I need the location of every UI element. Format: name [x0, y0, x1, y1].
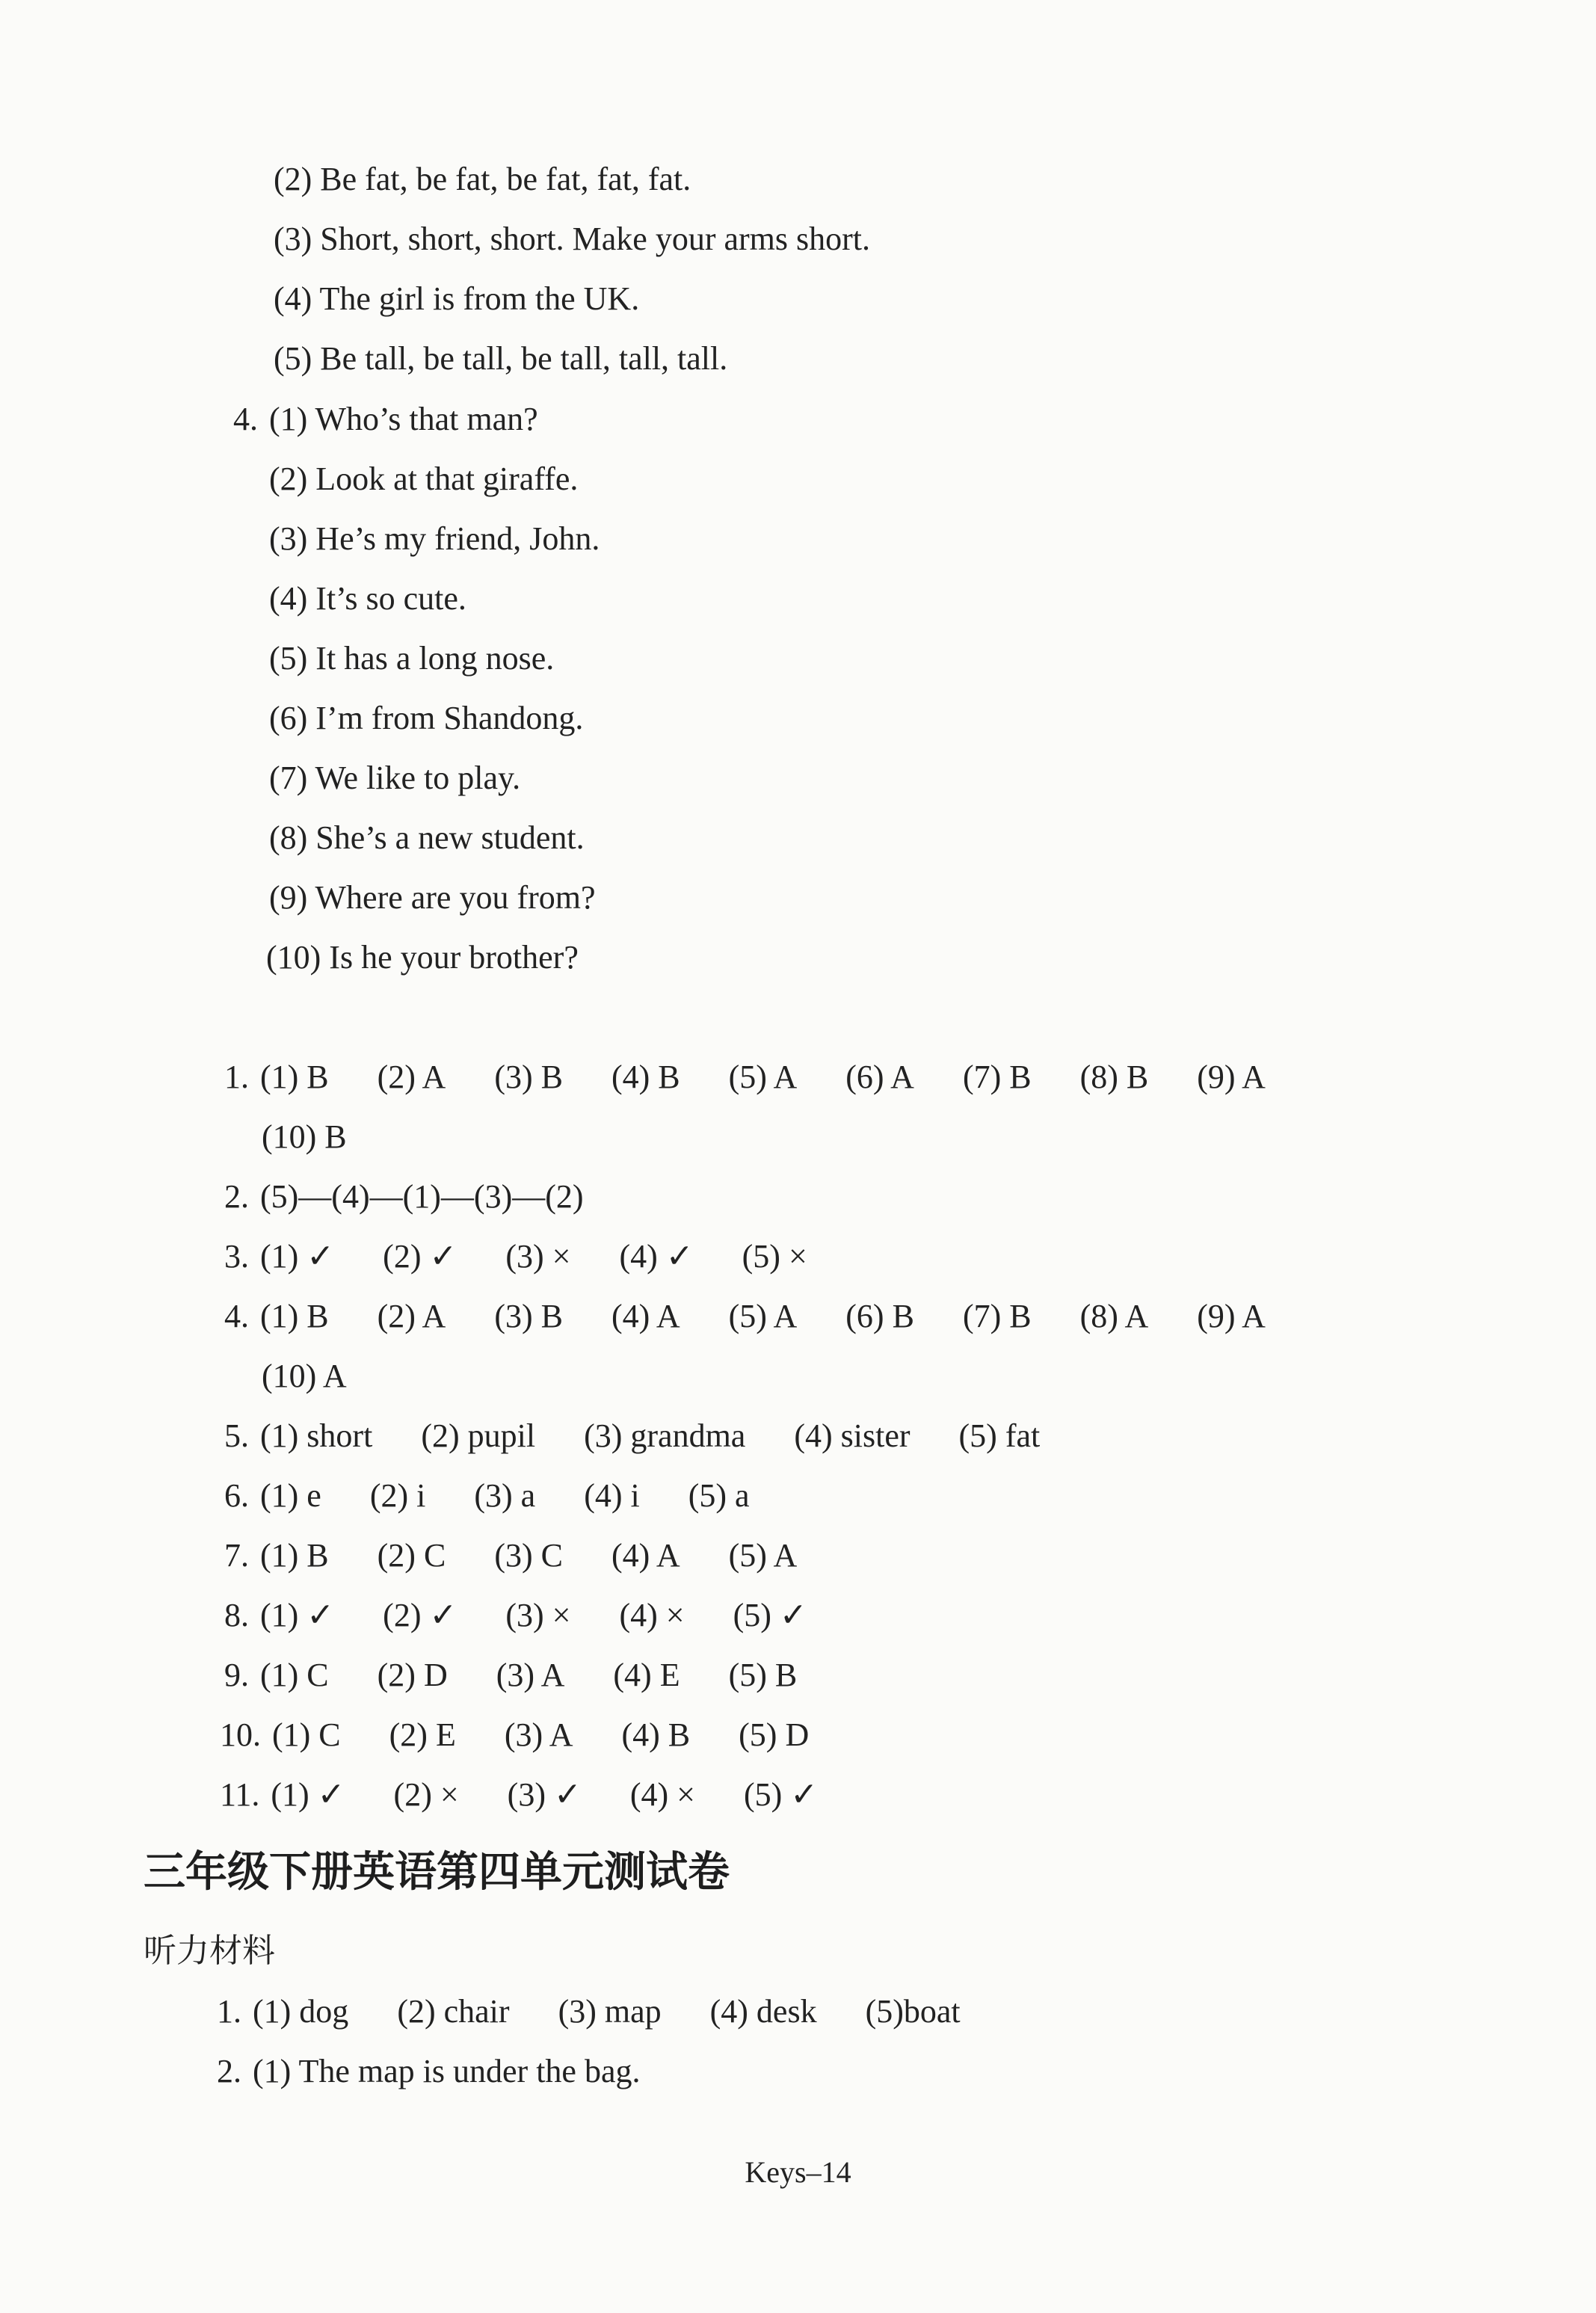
- answer-item: (2) i: [369, 1477, 426, 1514]
- answer-item: (3) A: [504, 1716, 573, 1753]
- top-line-3: (4) The girl is from the UK.: [274, 280, 640, 317]
- answer-item: (4) A: [611, 1537, 680, 1574]
- answer-item: (2) A: [377, 1059, 446, 1095]
- answer-item: (8) A: [1079, 1298, 1149, 1334]
- answer-item: (2) D: [377, 1657, 448, 1693]
- listening-text: (1) The map is under the bag.: [253, 2053, 641, 2089]
- answer-item: (3) grandma: [584, 1417, 746, 1454]
- answer-item: (4) ×: [619, 1597, 685, 1633]
- answer-item: (5) ✓: [743, 1776, 819, 1813]
- answer-item: (4) ×: [629, 1776, 695, 1813]
- answer-item: (6) B: [845, 1298, 914, 1334]
- answer-item: (1) ✓: [260, 1238, 335, 1275]
- listening-item: (1) dog: [253, 1993, 349, 2030]
- answer-row-1: [224, 1056, 1266, 1098]
- answer-row-10: [220, 1714, 809, 1756]
- answer-item: (4) sister: [794, 1417, 911, 1454]
- answer-item: (6) A: [845, 1059, 914, 1095]
- answer-number-5: 5.: [224, 1417, 249, 1454]
- listening-number-1: 1.: [217, 1993, 241, 2030]
- answer-row-4-continued: (10) A: [262, 1358, 347, 1394]
- answer-item: (3) ✓: [507, 1776, 582, 1813]
- section-title: 三年级下册英语第四单元测试卷: [144, 1848, 730, 1897]
- answer-item: (1) ✓: [260, 1597, 335, 1633]
- answer-item: (3) a: [474, 1477, 536, 1514]
- answer-item: (8) B: [1079, 1059, 1149, 1095]
- answer-item: (5) A: [728, 1537, 798, 1574]
- answer-number-8: 8.: [224, 1597, 249, 1633]
- q4-line-8: (8) She’s a new student.: [269, 819, 585, 856]
- answer-number-1: 1.: [224, 1059, 249, 1095]
- answer-item: (3) B: [494, 1298, 563, 1334]
- answer-item: (1) B: [260, 1537, 329, 1574]
- page-number: Keys–14: [745, 2155, 851, 2189]
- answer-row-3: [224, 1236, 807, 1278]
- top-line-1: (2) Be fat, be fat, be fat, fat, fat.: [274, 161, 691, 197]
- q4-line-7: (7) We like to play.: [269, 760, 521, 796]
- listening-item: (5)boat: [865, 1993, 961, 2030]
- answer-row-7: [224, 1535, 797, 1577]
- answer-item: (1) C: [260, 1657, 329, 1693]
- listening-row-1: [217, 1991, 961, 2033]
- answer-row-8: [224, 1595, 807, 1636]
- answer-item: (5) fat: [958, 1417, 1041, 1454]
- answer-item: (1) C: [272, 1716, 341, 1753]
- answer-item: (7) B: [962, 1298, 1032, 1334]
- top-line-4: (5) Be tall, be tall, be tall, tall, tall.: [274, 340, 728, 377]
- answer-number-6: 6.: [224, 1477, 249, 1514]
- listening-row-2: [217, 2051, 640, 2092]
- answer-item: (4) E: [613, 1657, 680, 1693]
- answer-number-9: 9.: [224, 1657, 249, 1693]
- answer-number-11: 11.: [220, 1776, 260, 1813]
- answer-item: (5) ×: [742, 1238, 807, 1275]
- answer-row-4: [224, 1296, 1266, 1337]
- answer-item: (3) ×: [505, 1597, 571, 1633]
- q4-line-9: (9) Where are you from?: [269, 879, 596, 916]
- q4-line-1: [233, 398, 538, 440]
- answer-item: (1) ✓: [271, 1776, 345, 1813]
- answer-row-2: [224, 1176, 584, 1218]
- answer-item: (2) C: [377, 1537, 446, 1574]
- answer-row-9: [224, 1654, 797, 1696]
- answer-item: (2) ×: [393, 1776, 459, 1813]
- answer-number-4: 4.: [224, 1298, 249, 1334]
- answer-item: (5) D: [739, 1716, 810, 1753]
- answer-item: (2) A: [377, 1298, 446, 1334]
- answer-item: (2) ✓: [383, 1597, 457, 1633]
- answer-item: (4) ✓: [619, 1238, 694, 1275]
- answer-item: (5) A: [728, 1059, 798, 1095]
- answer-item: (9) A: [1197, 1059, 1266, 1095]
- top-line-2: (3) Short, short, short. Make your arms short.: [274, 221, 871, 257]
- answer-item: (5) a: [688, 1477, 750, 1514]
- answer-item: (3) ×: [505, 1238, 571, 1275]
- listening-item: (2) chair: [397, 1993, 510, 2030]
- q4-line-2: (2) Look at that giraffe.: [269, 461, 579, 497]
- q4-line-3: (3) He’s my friend, John.: [269, 520, 600, 557]
- answer-number-2: 2.: [224, 1178, 249, 1215]
- answer-number-7: 7.: [224, 1537, 249, 1574]
- answer-item: (1) short: [260, 1417, 373, 1454]
- answer-item: (3) B: [494, 1059, 563, 1095]
- answer-item: (1) B: [260, 1059, 329, 1095]
- answer-item: (4) B: [611, 1059, 680, 1095]
- q4-number: 4.: [233, 401, 258, 437]
- answer-item: (4) i: [584, 1477, 640, 1514]
- answer-item: (3) C: [494, 1537, 563, 1574]
- answer-item: (3) A: [496, 1657, 565, 1693]
- answer-number-10: 10.: [220, 1716, 261, 1753]
- answer-item: (1) e: [260, 1477, 321, 1514]
- answer-item: (2) pupil: [421, 1417, 536, 1454]
- answer-item: (4) B: [621, 1716, 691, 1753]
- answer-sequence: (5)—(4)—(1)—(3)—(2): [260, 1178, 584, 1215]
- answer-item: (5) A: [728, 1298, 798, 1334]
- q4-line-5: (5) It has a long nose.: [269, 640, 555, 677]
- listening-number-2: 2.: [217, 2053, 241, 2089]
- q4-text-1: (1) Who’s that man?: [269, 401, 538, 437]
- answer-row-6: [224, 1475, 750, 1517]
- listening-item: (3) map: [558, 1993, 662, 2030]
- answer-row-1-continued: (10) B: [262, 1118, 347, 1155]
- answer-item: (2) ✓: [383, 1238, 457, 1275]
- q4-line-4: (4) It’s so cute.: [269, 580, 466, 617]
- answer-item: (7) B: [962, 1059, 1032, 1095]
- answer-row-5: [224, 1415, 1040, 1457]
- answer-item: (2) E: [389, 1716, 456, 1753]
- answer-number-3: 3.: [224, 1238, 249, 1275]
- section-subtitle: 听力材料: [144, 1932, 275, 1970]
- answer-row-11: [220, 1774, 818, 1816]
- answer-item: (5) ✓: [733, 1597, 807, 1633]
- answer-item: (4) A: [611, 1298, 680, 1334]
- q4-line-6: (6) I’m from Shandong.: [269, 700, 584, 736]
- answer-item: (1) B: [260, 1298, 329, 1334]
- answer-item: (9) A: [1197, 1298, 1266, 1334]
- listening-item: (4) desk: [709, 1993, 817, 2030]
- answer-item: (5) B: [728, 1657, 798, 1693]
- q4-line-10: (10) Is he your brother?: [266, 939, 579, 976]
